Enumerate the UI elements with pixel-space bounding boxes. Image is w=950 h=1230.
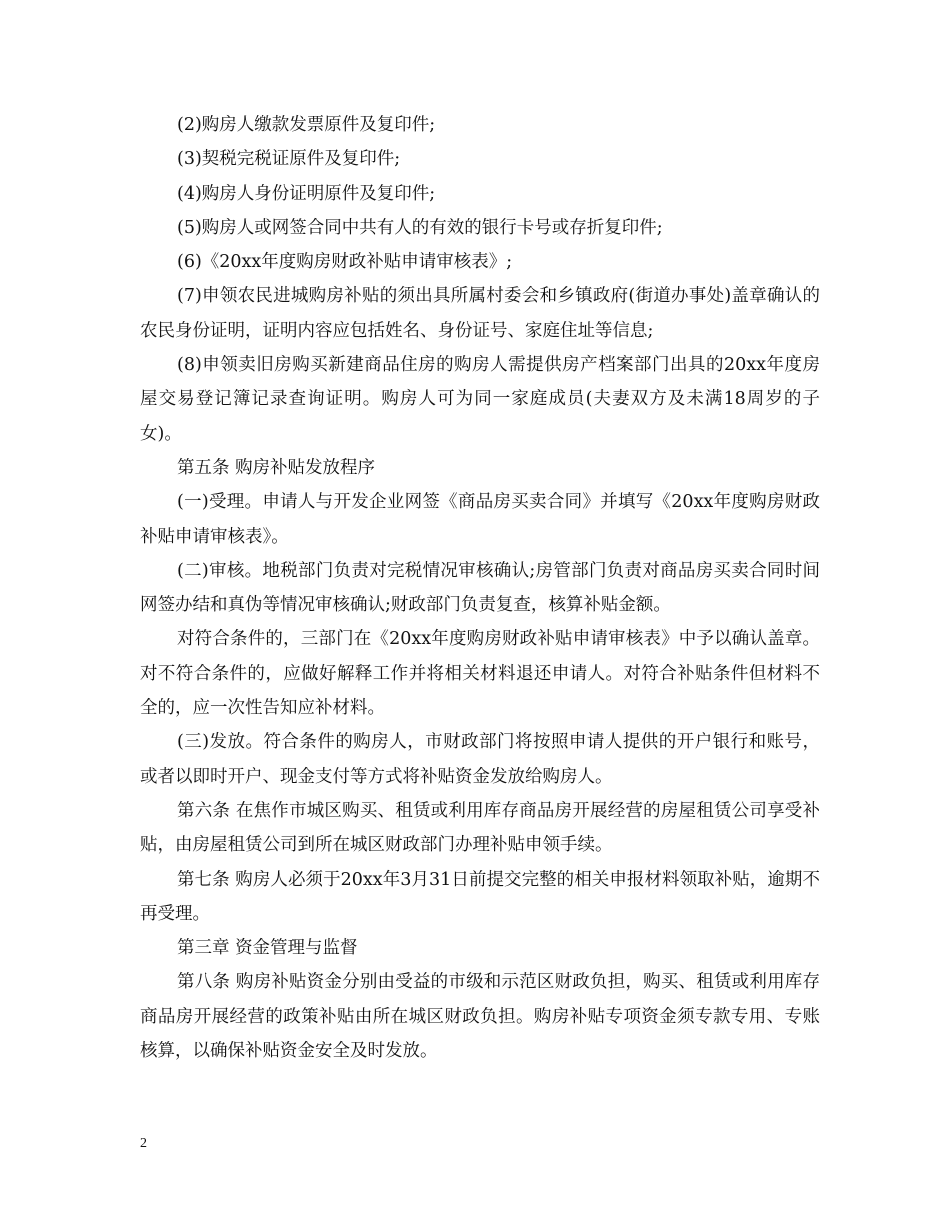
procedure-accept: (一)受理。申请人与开发企业网签《商品房买卖合同》并填写《20xx年度购房财政补贴申请审核表》。 — [140, 492, 820, 547]
paragraph-item-3: (3)契税完税证原件及复印件; — [177, 149, 401, 170]
paragraph-item-5: (5)购房人或网签合同中共有人的有效的银行卡号或存折复印件; — [177, 217, 663, 238]
paragraph-item-2: (2)购房人缴款发票原件及复印件; — [177, 115, 436, 135]
article-8: 第八条 购房补贴资金分别由受益的市级和示范区财政负担，购买、租赁或利用库存商品房开展经营的政策补贴由所在城区财政负担。购房补贴专项资金须专款专用、专账核算，以确保补贴资金安全及时发放。 — [140, 972, 820, 1062]
chapter-3-heading: 第三章 资金管理与监督 — [177, 938, 358, 959]
paragraph-item-6: (6)《20xx年度购房财政补贴申请审核表》; — [177, 252, 513, 273]
paragraph-item-7: (7)申领农民进城购房补贴的须出具所属村委会和乡镇政府(街道办事处)盖章确认的农民身份证明，证明内容应包括姓名、身份证号、家庭住址等信息; — [140, 286, 820, 341]
page-number: 2 — [140, 1136, 147, 1151]
procedure-review: (二)审核。地税部门负责对完税情况审核确认;房管部门负责对商品房买卖合同时间网签办结和真伪等情况审核确认;财政部门负责复查，核算补贴金额。 — [140, 560, 820, 616]
paragraph-item-4: (4)购房人身份证明原件及复印件; — [177, 183, 436, 204]
procedure-disburse: (三)发放。符合条件的购房人，市财政部门将按照申请人提供的开户银行和账号，或者以即时开户、现金支付等方式将补贴资金发放给购房人。 — [140, 732, 820, 787]
paragraph-item-8: (8)申领卖旧房购买新建商品住房的购房人需提供房产档案部门出具的20xx年度房屋交易登记簿记录查询证明。购房人可为同一家庭成员(夫妻双方及未满18周岁的子女)。 — [140, 355, 820, 444]
procedure-review-detail: 对符合条件的，三部门在《20xx年度购房财政补贴申请审核表》中予以确认盖章。对不符合条件的，应做好解释工作并将相关材料退还申请人。对符合补贴条件但材料不全的，应一次性告知应补材料。 — [140, 629, 820, 719]
article-7: 第七条 购房人必须于20xx年3月31日前提交完整的相关申报材料领取补贴，逾期不再受理。 — [140, 869, 820, 924]
document-body — [140, 108, 820, 1068]
article-5-heading: 第五条 购房补贴发放程序 — [177, 457, 376, 478]
article-6: 第六条 在焦作市城区购买、租赁或利用库存商品房开展经营的房屋租赁公司享受补贴，由房屋租赁公司到所在城区财政部门办理补贴申领手续。 — [140, 800, 820, 856]
